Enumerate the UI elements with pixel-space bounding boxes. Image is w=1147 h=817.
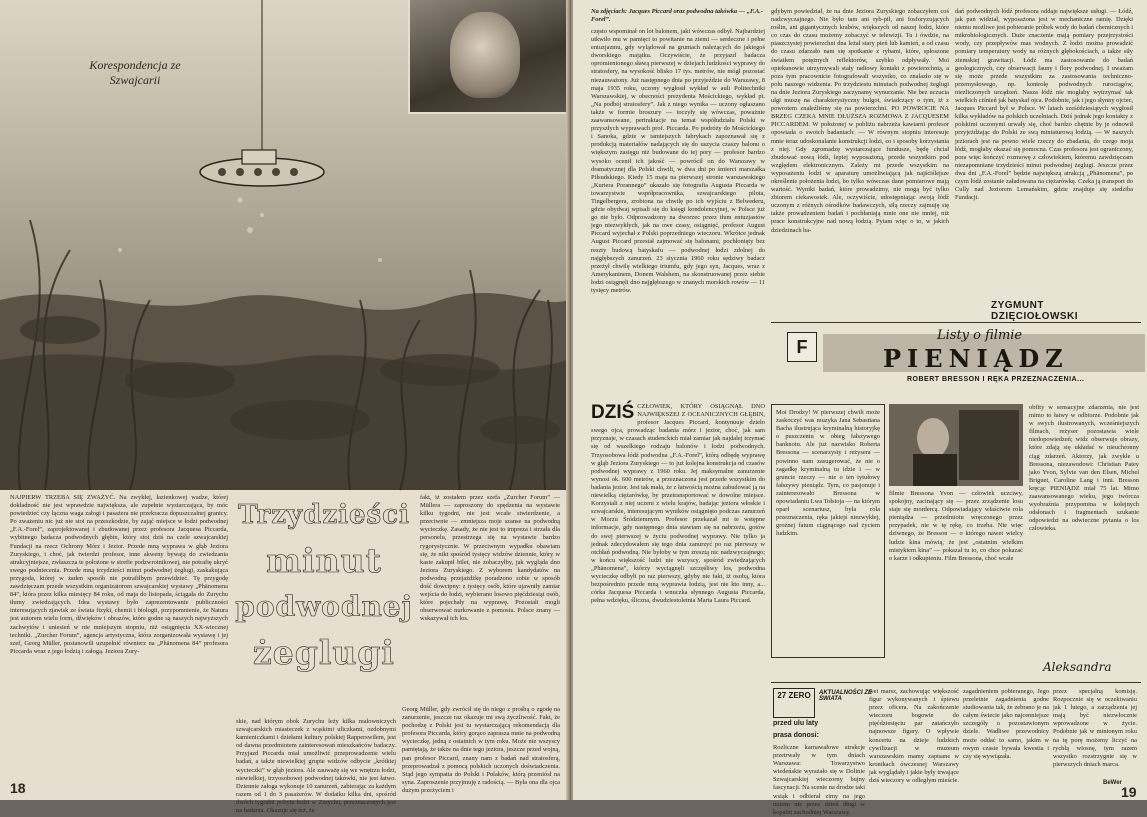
right-column-2: gdybym powiedział, że na dnie Jeziora Zuryskiego zobaczyłem coś nadzwyczajnego. Nie było tam ani ryb-pił, ani fosforyzujących roślin, ani gigantycznych krabów, większych od naszej łodzi, które co czas do czasu możemy zobaczyć w telewizji. Tu i ówdzie, na piaszczystej powierzchni dna leżał stary pień lub kamień, a od czasu do czasu zdarzało nam się spotkanie z rybami, które, spłoszone światłem potężnych reflektorów, szybko odpływały. Moi opiekunowie utrzymywali stały radiowy kontakt z powierzchnią, a poza tym pracownicie fotografowali wszystko, co znalazło się w polu naszego widzenia. Po trzydziestu minutach podwodnej żeglugi na dnie Jeziora Zuryskiego zaczynamy wynurzanie. Nie bez uczucia ulgi muszę na charakterystyczny bulgot, świadczący o tym, iż z powrotem znaleźliśmy się na powierzchni. PO POWROCIE NA BRZEG CZEKA MNIE DŁUŻSZA ROZMOWA Z JACQUESEM PICCARDEM. W położonej w pobliżu nabrzeża kawiarni profesor opowiada o swoich badaniach: — W równym stopniu interesuje mnie teraz udoskonalanie konstrukcji łodzi, co i sposoby korzystania z niej. Gdy zgromadzę wystarczające fundusze, będę chciał zbudować nową łódź, lepiej wyposażoną, przede wszystkim pod względem elektronicznym. Zależy mi przede wszystkim na wyposażeniu łodzi w aparaturę umożliwiającą jak najściślejsze określenie położenia łodzi, bo tylko wówczas dane pomiarowe mają wartość. Wyniki badań, które prowadzimy, nie mogą być tylko zbiorem ciekawostek. Ale, oczywiście, udostępniając swoją łódź uczonym z różnych ośrodków badawczych, siłą rzeczy zajmuję się także prowadzeniem badań i pochłaniają mnie one nie mniej, niż prace konstrukcyjne nad nową łodzią. Pytam więc o to, w jakich dziedzinach ba- [771,8,949,234]
rubric-subtitle: prasa donosi: [773,732,819,739]
right-column-3: dań podwodnych łódź profesora oddaje największe usługi. — Łódź, jak pan widział, wyposażona jest w mechaniczne ramię. Dzięki niemu możliwe jest pobieranie próbek wody do badań chemicznych i mikrobiologicznych. Duże znaczenie mają pomiary przejrzystości wody, czy przepływów mas wodnych. Z łodzi można prowadzić pomiary temperatury wody na różnych głębokościach, a także siły ziemskiej grawitacji. Łódź ma zastosowanie do badań geologicznych, czy obserwacji fauny i flory podwodnej. I uważam się może przede wszystkim za zastosowania techniczno-przemysłowego, np. kontrolę podwodnych rurociągów, niezliczonych urządzeń. Nasza łódź nie mogłaby wytrzymać tak wielkich ciśnień jak batyskaf ojca. Podobnie, jak i jego słynny ojciec, Jacques Piccard był w Polsce. W latach sześćdziesiątych wygłosił kilka wykładów na polskich uczelniach. Dziś jednak jego kontakty z polskimi uczonymi urwały się, choć bardzo chętnie by je odnowił przyjeżdżając do Polski ze swą miniaturową łodzią. — W naszych jeziorach jest na pewno wiele rzeczy do zbadania, do czego moja łódź, mogłaby okazać się pomocna. Czas profesora jest ograniczony, pora więc kończyć rozmowę z człowiekiem, któremu zawdzięczam niezapomniane trzydzieści minut podwodnej żeglugi. Jeszcze przez dwa dni „F.A.-Forel” będzie największą atrakcją „Phänomena”, po czym łódź zostanie załadowana na ciężarówkę. Czeka ją transport do Cully nad Jeziorem Lemańskim, gdzie znajduje się siedziba Fundacji. [955,8,1134,202]
right-column-1b-text: CZŁOWIEK, KTÓRY OSIĄGNĄŁ DNO NAJWIĘKSZEJ Z OCEANICZNYCH GŁĘBIN, profesor Jacques Piccard, kontynuuje dzieło swego ojca, prowadząc badania mórz i jezior, choć, jak sam przyznaje, w czasach studenckich miał zamiar jak najdalej trzymać się od wszelkiego rodzaju balonów i łodzi podwodnych. Trzyosobowa łódź podwodna „F.A.-Forel”, którą odbędę wyprawę w głąb Jeziora Zuryskiego — to już kolejna konstrukcja od czasów podwodnej wyprawy z 1960 roku. Jej maksymalne zanurzenie wynosi ok. 600 metrów, a przeznaczona jest przede wszystkim do badania jezior. Jest tak mała, że z łatwością można zabudować ją na niewielką ciężarówkę, by przetransportować w dowolne miejsce. Korzystali z niej uczeni z wielu krajów, badając jeziora włoskie i szwajcarskie, interesującym wyników osiągnięto podczas zanurzeń w Morzu Śródziemnym. Profesor przekazał mi te wstępne informacje, gdy następnego dnia stawiam się na nabrzeżu, gotów do swej pierwszej w życiu podwodnej wyprawy. Nie tylko ja jednak zdecydowałem się tego dnia zanurzyć po raz pierwszy w otchłań podwodną. Nie byłoby w tym zresztą nic nadzwyczajnego; w końcu większość ludzi nie wszyscy, spośród zwiedzających „Phänomena”, którzy wyciągnęli szczęśliwy los, podwodna wycieczkę odbyli po raz pierwszy, gdyby nie fakt, iż osobą, która bezpośrednio przede mną wyprawia łodzią, jest nie kto inny, a... córka Jacquesa Piccarda i wnuczka słynnego Augusta Piccarda, pełna wdzięku, śliczna, dwudziestoletnia Marta Laura Piccard. [591,403,765,605]
right-page [573,0,1147,816]
left-column-4: Georg Müller, gdy zwrócił się do niego z prośbą o zgodę na zanurzenie, jeszcze raz okazuje mi swą życzliwość. Fakt, że pochodzę z Polski jest tu wystarczającą rekomendacją dla profesora Piccarda, który gorąco zaprasza mnie na podwodną wycieczkę, jedną z ostatnich w tym roku. Może nie wszyscy pamiętają, że także na dnie tego jeziora, jeszcze przed wojną, pan profesor Piccard, znany nam z badań nad stratosferą, przeprowadzał z pomocą polskich uczonych doświadczenia. Stąd jego sympatia do Polski i Polaków, którą przeniósł na syna. Zaproszenie przyjmuję z radością. — Była ona dla ojca dużym przeżyciem i [402,706,560,794]
film-subtitle: ROBERT BRESSON I RĘKA PRZEZNACZENIA... [907,376,1085,383]
film-column-1: Moi Drodzy! W pierwszej chwili może zaskoczyć was muzyka Jana Sebastiana Bacha ilustrująca kryminalną historyjkę o puszczeniu w obieg fałszywego banknotu. Ale już nazwisko Roberta Bressona — scenarzysty i reżysera — powinno nam zasugerować, że nie o zagadkę kryminalną tu idzie i — w gruncie rzeczy — nie o ten tytułowy fałszywy pieniądz. Tym, co pasjonuje i zainteresowało Bressona w opowiadaniu Lwa Tołstoja — na którym oparł scenariusz, była rola przeznaczenia, ręka jakiejś niezwykłej, groźnej fatum ciągnącego nad życiem ludzkim. [776,409,880,538]
rubric-title: przed ulu laty [773,720,819,727]
film-still-photo [889,404,1023,486]
page-number-left: 18 [10,780,26,796]
film-kicker: Listy o filmie [937,328,1023,343]
bottom-column-1: Rozliczne karnawałowe atrakcje przetrwały w tym dniach Warszawa: Towarzystwo wiedeńskie wyrażało się w Dolinie Szwajcarskiej wieczorny bujny fascynacji. Na scenie na drodze taki wsiąk i odbierał zimy na jego nożem nie przez dzień długi w kopalni zachodniej Warszawy. [773,744,865,816]
title-line-4: żeglugi [253,633,395,672]
left-column-2: fakt, iż zostałem przez szefa „Zurcher Forum” — Müllera — zaproszony do spędzenia na wystawie kilku tygodni, nie jest wcale stwierdzenie, a przeciwnie — zmniejsza moje szanse na podwodną wycieczkę. Zasady, że nie jest to impreza i strzała dla personelu, przestrzega się na wystawie bardzo rygorystycznie. W przeciwnym wypadku obawiam się, że nikt spośród tysięcy widzów dziennie, który w kasie zakupił bilet, nie zobaczyłby, jak wygląda dno Jeziora Zuryskiego. Z wyborem kandydatów na podwodną przejażdżkę poradzono sobie w sposób dość dowcipny: z tysięcy osób, które ujawniły zamiar wejścia do łodzi, wybierano losowo pięćdziesiąt osób, które pojechały na wyprawę. Pozostali mogli obserwować nurkowanie z pomostu. Polsce znany — wskazywał ich los. [420,494,560,623]
film-column-3: obfity w sensacyjne zdarzenia, nie jest mimo to łatwy w odbiorze. Podobnie jak w swych ilustrowanych, wcześniejszych filmach, reżyser pozostawia wiele niedopowiedzeń; widz obserwuje obrazy, które zdają się układać w nieuchronny ciąg zdarzeń. Aktorzy, jak zwykle u Bressona, niezawodowi: Christian Patey jako Yvon, Sylvie van den Elsen, Michel Briguet, Caroline Lang i inni. Bresson kręcąc PIENIĄDZ miał 75 lat. Mimo zaawansowanego wieku, jego twórcza wyobraźnia przypomina w kolejnych odsłonach i fragmentach szukanie odpowiedzi na odwieczne pytania o los człowieka. [1029,404,1139,533]
left-column-1: NAJPIERW TRZEBA SIĘ ZWAŻYĆ. Na zwykłej, łazienkowej wadze, której dokładność nie jest wprawdzie największa, ale zupełnie wystarczająca, by móc powiedzieć czy łączna waga załogi i pasażera nie przekracza dopuszczalnej granicy. Po zważeniu nic już nie stoi na przeszkodzie, by zająć miejsce w łodzi podwodnej „F.A.-Forel”, zaprojektowanej i zbudowanej przez profesora Jacquesa Piccarda, wybitnego badacza podwodnych głębin, który stoi dziś na czele szwajcarskiej Fundacji na rzecz Ochrony Mórz i Jezior. Przede mną wyprawa w głąb Jeziora Zuryskiego, i choć, jak twierdzi profesor, inne akweny bywają do zwiedzania atrakcyjniejsze, zwłaszcza te położone w strefie podzwrotnikowej, nie potrafię ukryć swego podniecenia. Przede mną trzydzieści minut podwodnej żeglugi, zaskakująca przygoda, której w żaden sposób nie potrafiłbym przewidzieć. Tę przygodę zawdzięczam przede wszystkim organizatorom szwajcarskiej wystawy „Phänomena 84”, która przez kilka miesięcy 84 roku, od maja do listopada, ściągała do Zurychu tłumy zwiedzających. Idea wystawy było zaprezentowanie publiczności interesujących zjawisk ze świata fizyki, chemii i biologii, przypomnienie, że Natura jest autorem wielu form, dźwięków i obrazów, które godne są naszych najwyższych zachwytów i uniesień w nie mniejszym stopniu, niż osiągnięcia XX-wiecznej techniki. „Zurcher Forum”, agencja artystyczna, która zorganizowała wystawę i jej szef, Georg Müller, postanowili uzupełnić równierz na „Phänomena 84” profesora Piccarda wraz z jego łodzią i załogą. Jeziora Zury- [10,494,228,655]
film-badge: F [787,332,817,362]
film-letter-box [771,404,885,658]
left-page [0,0,568,815]
film-title: PIENIĄDZ [883,344,1069,373]
right-column-1: często wspominał on lot balonem, jaki wówczas odbył. Najbardziej utkwiło mu w pamięci to powitanie na ziemi — serdeczne i pełne entuzjazmu, gdy wylądował na gruntach należących do jakiegoś dworskiego majątku. Oczywiście, że przyjazd badacza opromienionego sławą pierwszej w dziejach ludzkości wyprawy do stratosfery, na wysokość blisko 17 tys. metrów, nie mógł pozostać niezauważony. Już następnego dnia po przyjeździe do Warszawy, 8 maja 1935 roku, uczony wygłosił wykład w auli Politechniki Warszawskiej, w obecności prezydenta Mościckiego, wykład pt. „Na podbój stratosfery”. Jak z niego wynika — uczony ogłaszano także w formie broszury — toczyły się wówczas, poważnie zaawansowane, pertraktacje na temat współudziału Polski w przyszłych wyprawach prof. Piccarda. Po podróży do Mościckiego i Sanoka, gdzie w tamtejszych fabrykach zapoznawał się z produkcją materiałów nadających się do uszycia czaszy balonu o większym zasięgu niż budowane do tej pory — profesor bardzo wysoko ocenił ich jakość — powrócił on do Warszawy w dramatycznej dla Polski chwili, w dwa dni po śmierci marszałka Piłsudskiego. Kiedy 15 maja na pierwszej stronie warszawskiego „Kuriera Porannego” ukazało się fotografia Augusta Piccarda w towarzystwie współpracownika, szwajcarskiego pilota, Tingelbergera, zrobiona na chwilę po ich wyjściu z Belwederu, gdzie obydwaj wpisali się do księgi kondolencyjnej, w Polsce już go nie było. Odprowadzony na dworzec przez tłum entuzjastów jego niezwykłych, jak na owe czasy, osiągnięć, profesor August Piccard wyjechał z Polski poprzedniego wieczoru. Wkrótce jednak August Piccard przestał zajmować się balonami, pochłonięty bez reszty budową batyskafu — podwodnej łodzi zdolnej do najgłębszych zanurzeń. 23 stycznia 1960 roku sędziwy badacz przeżył chwilę wielkiego triumfu, gdy jego syn, Jacques, wraz z Amerykaninem, Donem Walshem, na skonstruowanej przez siebie łodzi osiągnęli dno najgłębszego w znanych morskich rowów — 11 tysięcy metrów. [591,28,765,294]
film-column-2: filmie Bressona Yvon — człowiek uczciwy, spokojny, zacinający się — przez zrządzenie losu staje się mordercą. Odpowiadający właściwie rola pieniądza — przedmiotu wręczonego przez przypadek, nie w tę rękę, co trzeba. Nie więc dziwnego, że Bresson — o którego nawet wielcy ludzie kina mówią, że jest „ostatnim wielkim mistykiem kina” — pokazał tu to, co chce pokazać o karze i odkupieniu. Film Bressona, choć wcale [889,490,1023,562]
title-line-1: Trzydzieści [238,500,410,530]
bottom-signature: BeWer [1103,780,1122,786]
bottom-column-3: zagadnieniem pobieranego, Jego przeletnie zagadnienia godne studiowania tak, że zebrano je na całym świecie jako najcenniejsze szczegóły o pozostawionym dziele. Wadliwe przewodnicy może oddać to samo, jakim w owym czasie bywała kwestia i czy się wywiązała. [963,688,1049,760]
photo-caption: Na zdjęciach: Jacques Piccard oraz podwodna takówka — „F.A.-Forel”. [591,8,763,24]
logo-aktualnosci: AKTUALNOŚCI ZE ŚWIATA [819,690,872,702]
film-header [787,330,1145,390]
underwater-illustration [0,0,568,490]
right-column-1b [591,403,765,793]
bottom-column-4: przez specjalną komisję. Rozpocznie się w oczekiwaniu jak 1 lutego, a zarządzenia jej mają być niezwłocznie wprowadzone w życie. Podobnie jak w minionym roku na tę porę możemy liczyć na rychłą wiosnę, tym razem wszystko rozstrzygnie się w pierwszych dniach marca. [1053,688,1137,768]
left-column-3: skie, nad którym obok Zurychu leży kilka malowniczych szwajcarskich miasteczek z wąskimi uliczkami, ozdobnymi kamieniczkami i dziełami kultury polskiej Rapperswilem, jest od dawna przedmiotem zainteresowań mieszkańców badaczy. Przyjazd Piccarda miał umożliwić przeprowadzenie wielu badań, a także niewielkiej grupie widzów odbycie „krótkiej wycieczki” w głąb jeziora. Ale zauważę się we wnętrzu łodzi, niewielkiej, trzyosobowej podwodnej takówki, nie jest łatwo. Dziennie załoga wykonuje 10 zanurzeń, zabierając za każdym razem od 1 do 3 pasażerów. W dodatku kilka dni, spośród dwóch tygodni pobytu łodzi w Zurychu, przeznaczonych jest na badania. Okazuje się też, że [236,718,396,815]
bottom-column-2: wet marsz, zachowując większość figur wykonywanych i śpiewu przez oficera. Na zakończenie wieczoru bogowie do pięćdziesięciu par zatańczyło najnowsze figury. O wpływie koncertu na dzieje ludzkich cywilizacji w muzeum warszawskim mamy zapisane w kronikach ówczesnej Warszawy jak wyglądały i jakie były trwające dziś wieczory w odległym mieście. [869,688,959,785]
kicker-korespondencja: Korespondencja ze Szwajcarii [89,58,181,87]
article-title [235,492,413,717]
lead-dzis: DZIŚ [591,402,635,423]
title-line-2: minut [266,541,382,580]
logo-27-zero: 27 ZERO [773,688,815,718]
title-line-3: podwodnej [235,590,413,623]
author-byline: ZYGMUNT DZIĘCIOŁOWSKI [991,300,1079,322]
page-number-right: 19 [1121,784,1137,800]
portrait-photo [408,0,570,114]
film-signature: Aleksandra [1043,660,1112,674]
